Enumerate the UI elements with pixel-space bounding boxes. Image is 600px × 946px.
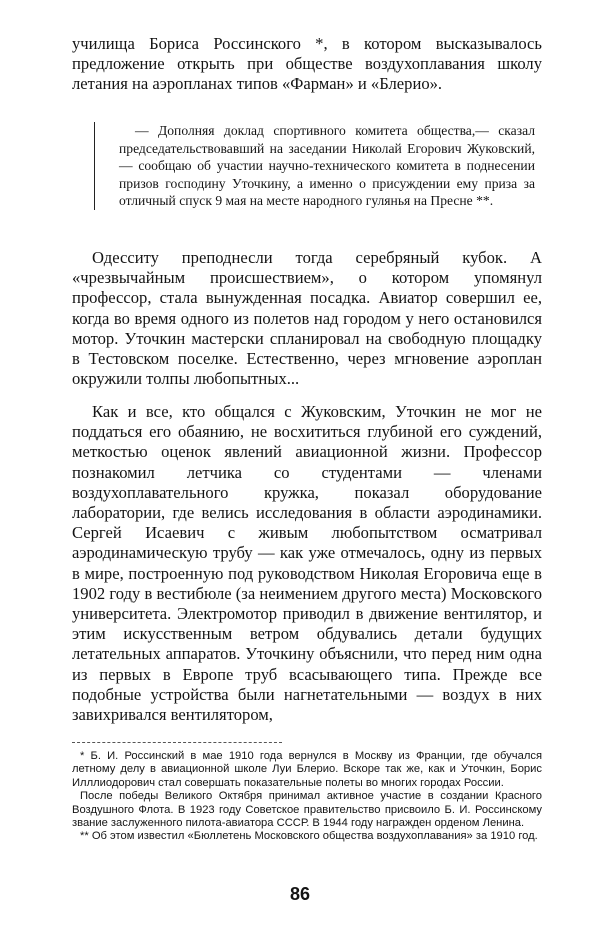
paragraph-zhukovsky: Как и все, кто общался с Жуковским, Уточкин не мог не поддаться его обаянию, не восхититься глубиной его суждений, меткостью оценок явлений авиационной жизни. Профессор познакомил летчика со студентами — членами воздухоплавательного кружка, показал оборудование лаборатории, где велись исследования в области аэродинамики. Сергей Исаевич с живым любопытством осматривал аэродинамическую трубу — как уже отмечалось, одну из первых в мире, построенную под руководством Николая Егоровича еще в 1902 году в вестибюле (за неимением другого места) Московского университета. Электромотор приводил в движение вентилятор, и этим искусственным ветром обдувались детали будущих летательных аппаратов. Уточкину объяснили, что перед ним одна из первых в Европе труб всасывающего типа. Прежде все подобные устройства были нагнетательными — воздух в них завихривался вентилятором, bbox=[72, 402, 542, 725]
footnote-divider bbox=[72, 742, 282, 743]
quote-text: — Дополняя доклад спортивного комитета общества,— сказал председательствовавший на заседании Николай Егорович Жуковский,— сообщаю об участии научно-технического комитета в поднесении призов господину Уточкину, а именно о присуждении ему приза за отличный спуск 9 мая на месте народного гулянья на Пресне **. bbox=[119, 123, 535, 209]
footnote-1: * Б. И. Россинский в мае 1910 года вернулся в Москву из Франции, где обучался летному делу в авиационной школе Луи Блерио. Вскоре так же, как и Уточкин, Борис Илллиодорович стал совершать показательные полеты во многих городах России. bbox=[72, 750, 542, 789]
footnotes bbox=[72, 750, 542, 844]
footnote-1-continued: После победы Великого Октября принимал активное участие в создании Красного Воздушного Флота. В 1923 году Советское правительство присвоило Б. И. Россинскому звание заслуженного пилота-авиатора СССР. В 1944 году награжден орденом Ленина. bbox=[72, 790, 542, 830]
page-number: 86 bbox=[289, 884, 311, 904]
quote-block bbox=[94, 122, 534, 210]
paragraph-odessa: Одесситу преподнесли тогда серебряный кубок. А «чрезвычайным происшествием», о котором упомянул профессор, стала вынужденная посадка. Авиатор совершил ее, когда во время одного из полетов над городом у него остановился мотор. Уточкин мастерски спланировал на свободную площадку в Тестовском поселке. Естественно, через мгновение аэроплан окружили толпы любопытных... bbox=[72, 248, 542, 389]
paragraph-intro: училища Бориса Россинского *, в котором высказывалось предложение открыть при обществе воздухоплавания школу летания на аэропланах типов «Фарман» и «Блерио». bbox=[72, 34, 542, 94]
footnote-2: ** Об этом известил «Бюллетень Московского общества воздухоплавания» за 1910 год. bbox=[80, 830, 538, 843]
